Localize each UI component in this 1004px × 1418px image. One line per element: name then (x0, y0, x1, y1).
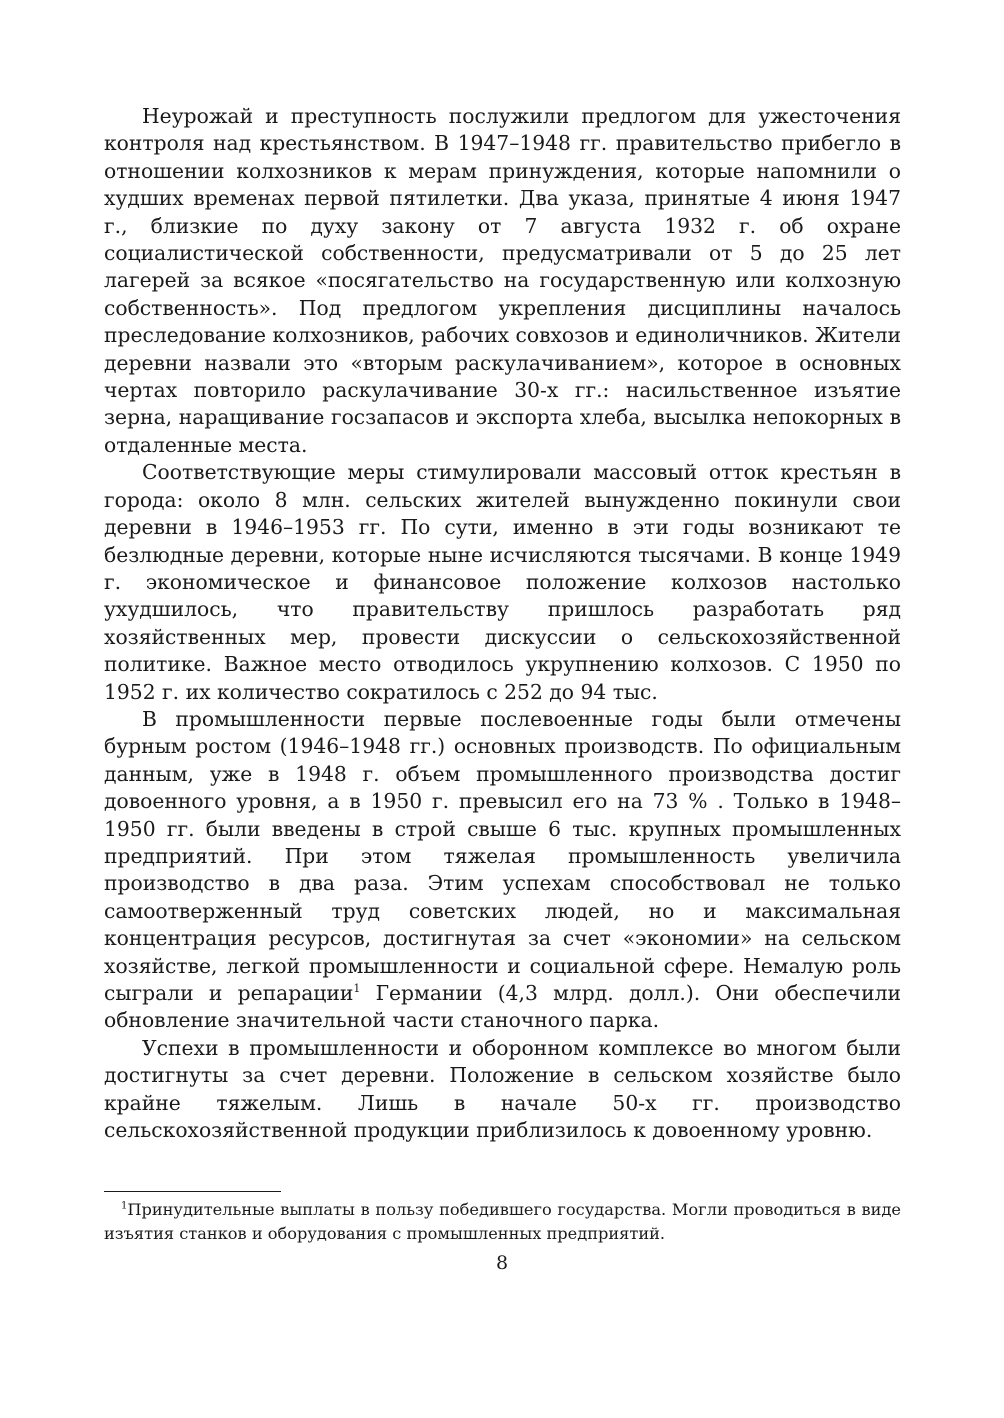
footnote (104, 1198, 901, 1246)
page-number: 8 (495, 1252, 509, 1274)
paragraph-2: Соответствующие меры стимулировали массовый отток крестьян в города: около 8 млн. сельских жителей вынужденно покинули свои деревни в 1946–1953 гг. По сути, именно в эти годы возникают те безлюдные деревни, которые ныне исчисляются тысячами. В конце 1949 г. экономическое и финансовое положение колхозов настолько ухудшилось, что правительству пришлось разработать ряд хозяйственных мер, провести дискуссии о сельскохозяйственной политике. Важное место отводилось укрупнению колхозов. С 1950 по 1952 г. их количество сократилось с 252 до 94 тыс. (104, 460, 901, 704)
paragraph-3 (104, 706, 901, 1035)
footnote-text: Принудительные выплаты в пользу победившего государства. Могли проводиться в виде изъятия станков и оборудования с промышленных предприятий. (104, 1200, 901, 1243)
paragraph-1: Неурожай и преступность послужили предлогом для ужесточения контроля над крестьянством. В 1947–1948 гг. правительство прибегло в отношении колхозников к мерам принуждения, которые напомнили о худших временах первой пятилетки. Два указа, принятые 4 июня 1947 г., близкие по духу закону от 7 августа 1932 г. об охране социалистической собственности, предусматривали от 5 до 25 лет лагерей за всякое «посягательство на государственную или колхозную собственность». Под предлогом укрепления дисциплины началось преследование колхозников, рабочих совхозов и единоличников. Жители деревни назвали это «вторым раскулачиванием», которое в основных чертах повторило раскулачивание 30-х гг.: насильственное изъятие зерна, наращивание госзапасов и экспорта хлеба, высылка непокорных в отдаленные места. (104, 104, 901, 457)
footnote-reference: 1 (353, 982, 361, 996)
paragraph-3-continuation: Германии (4,3 млрд. долл.). Они обеспечили обновление значительной части станочного парка. (104, 981, 902, 1033)
paragraph-3-text: В промышленности первые послевоенные годы были отмечены бурным ростом (1946–1948 гг.) основных производств. По официальным данным, уже в 1948 г. объем промышленного производства достиг довоенного уровня, а в 1950 г. превысил его на 73 % . Только в 1948–1950 гг. были введены в строй свыше 6 тыс. крупных промышленных предприятий. При этом тяжелая промышленность увеличила производство в два раза. Этим успехам способствовал не только самоотверженный труд советских людей, но и максимальная концентрация ресурсов, достигнутая за счет «экономии» на сельском хозяйстве, легкой промышленности и социальной сфере. Немалую роль сыграли и репарации (104, 706, 901, 1005)
paragraph-4: Успехи в промышленности и оборонном комплексе во многом были достигнуты за счет деревни. Положение в сельском хозяйстве было крайне тяжелым. Лишь в начале 50-х гг. производство сельскохозяйственной продукции приблизилось к довоенному уровню. (104, 1035, 901, 1143)
page-body (104, 103, 901, 1144)
footnote-mark: 1 (121, 1200, 128, 1212)
footnote-separator (104, 1191, 281, 1192)
